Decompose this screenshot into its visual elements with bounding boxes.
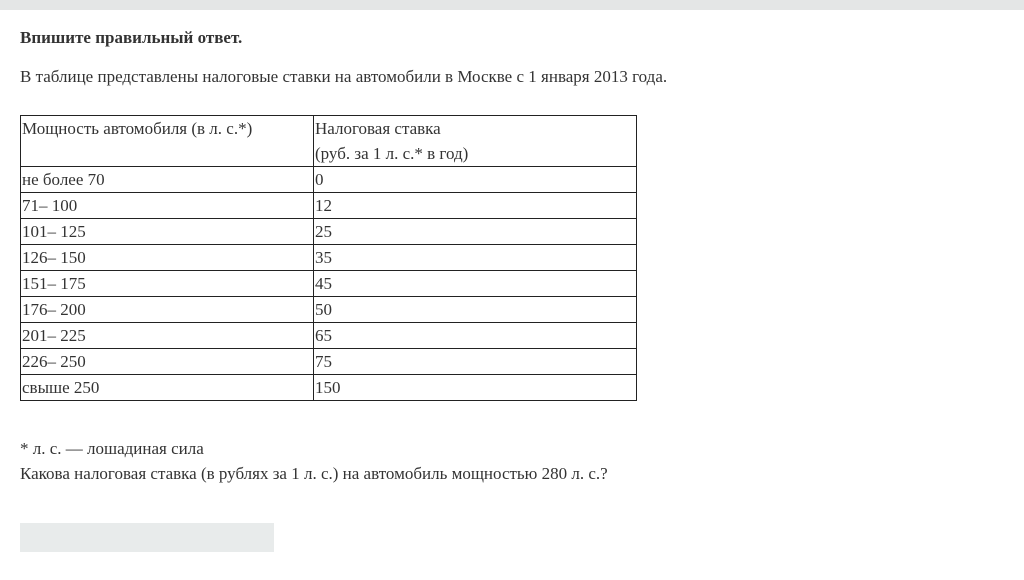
rate-cell: 45 <box>314 271 637 297</box>
rate-cell: 150 <box>314 375 637 401</box>
rate-cell: 0 <box>314 167 637 193</box>
tax-rates-table <box>20 115 637 401</box>
rate-cell: 75 <box>314 349 637 375</box>
power-cell: 101– 125 <box>21 219 314 245</box>
power-cell: 201– 225 <box>21 323 314 349</box>
rate-cell: 12 <box>314 193 637 219</box>
header-rate-line1: Налоговая ставка <box>315 119 441 138</box>
table-row <box>21 323 637 349</box>
power-cell: 151– 175 <box>21 271 314 297</box>
rate-cell: 25 <box>314 219 637 245</box>
power-cell: 71– 100 <box>21 193 314 219</box>
table-row <box>21 375 637 401</box>
power-cell: свыше 250 <box>21 375 314 401</box>
rate-cell: 50 <box>314 297 637 323</box>
task-intro-text: В таблице представлены налоговые ставки на автомобили в Москве с 1 января 2013 года. <box>20 67 668 86</box>
power-cell: 226– 250 <box>21 349 314 375</box>
rate-cell: 65 <box>314 323 637 349</box>
table-row <box>21 167 637 193</box>
power-cell: не более 70 <box>21 167 314 193</box>
footnote-text: * л. с. — лошадиная сила <box>20 439 204 458</box>
task-instruction: Впишите правильный ответ. <box>20 28 243 47</box>
table-row <box>21 271 637 297</box>
header-rate-line2: (руб. за 1 л. с.* в год) <box>315 144 469 163</box>
table-row <box>21 297 637 323</box>
table-row <box>21 245 637 271</box>
table-row <box>21 349 637 375</box>
power-cell: 176– 200 <box>21 297 314 323</box>
top-bar <box>0 0 1024 10</box>
table-header-row <box>21 116 637 167</box>
table-row <box>21 219 637 245</box>
answer-input[interactable] <box>20 523 274 552</box>
header-rate-cell <box>314 116 637 167</box>
rate-cell: 35 <box>314 245 637 271</box>
question-text: Какова налоговая ставка (в рублях за 1 л. с.) на автомобиль мощностью 280 л. с.? <box>20 464 608 483</box>
table-row <box>21 193 637 219</box>
header-power-cell: Мощность автомобиля (в л. с.*) <box>21 116 314 167</box>
power-cell: 126– 150 <box>21 245 314 271</box>
